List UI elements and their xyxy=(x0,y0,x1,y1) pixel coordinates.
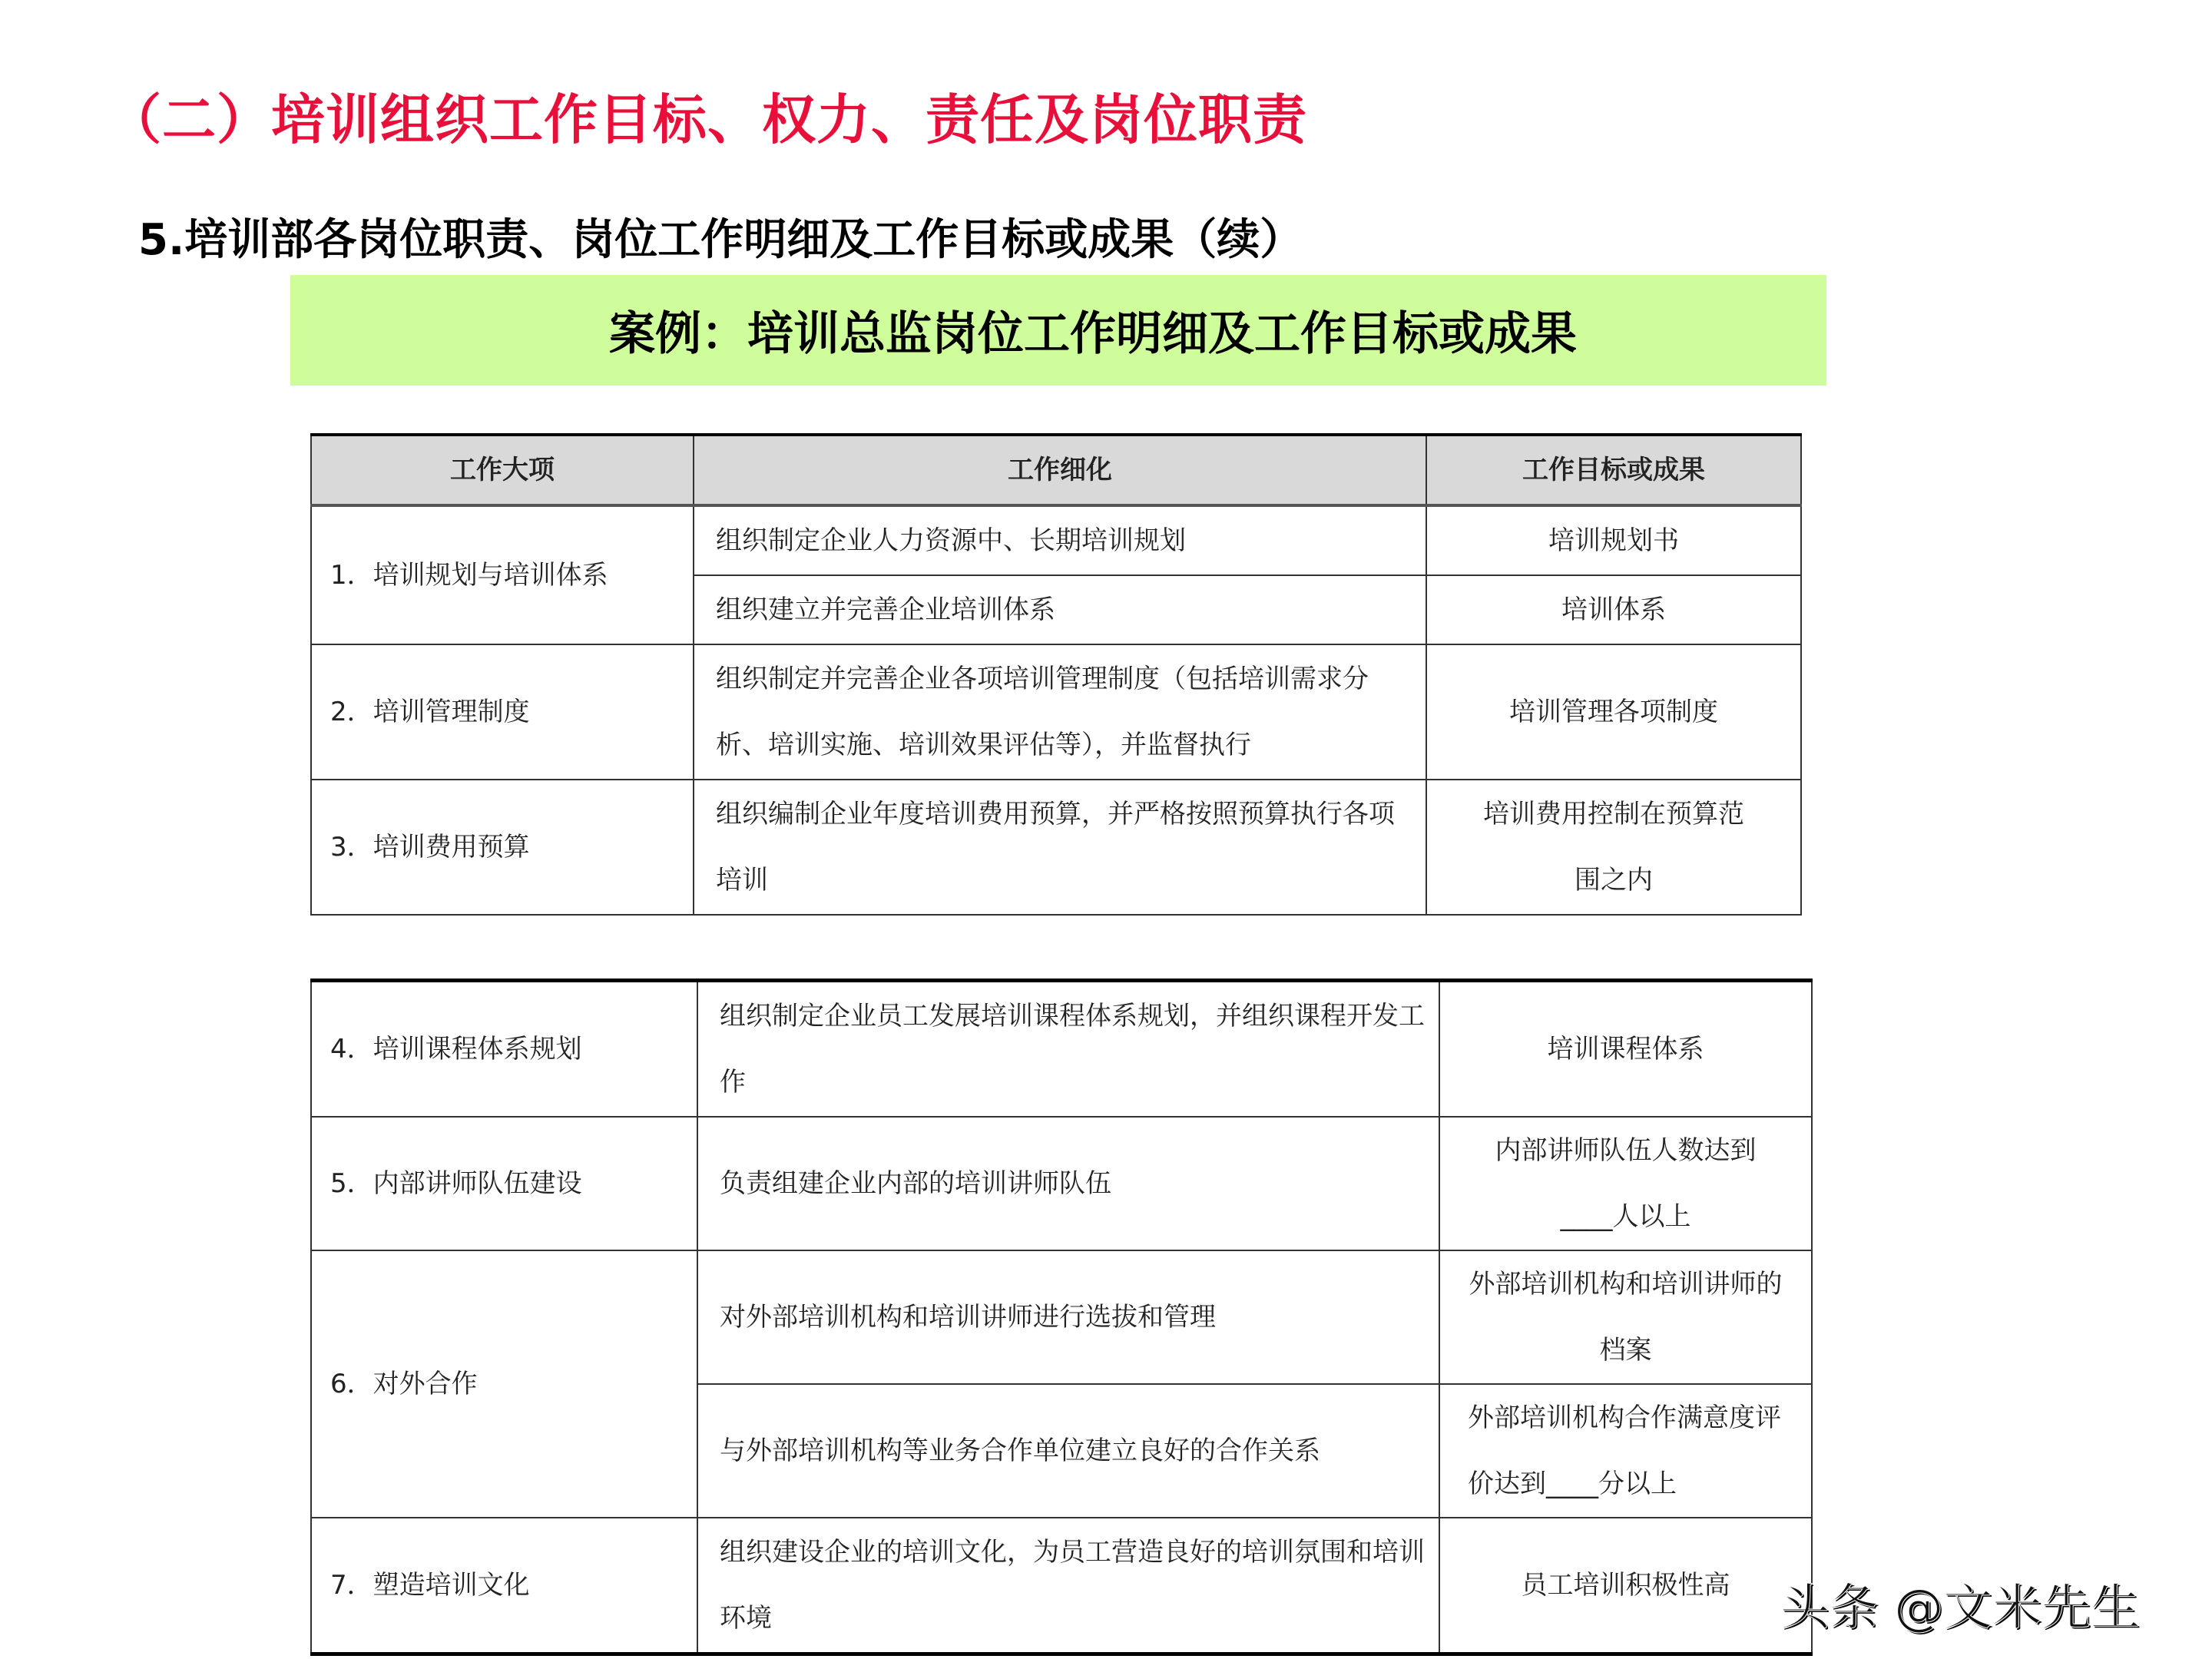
watermark: 头条 @文米先生 xyxy=(1780,1580,2141,1637)
case-banner-text: 案例：培训总监岗位工作明细及工作目标或成果 xyxy=(609,307,1577,361)
table-row xyxy=(311,1518,1812,1654)
table-header-row xyxy=(311,435,1801,505)
detail-cell: 组织制定并完善企业各项培训管理制度（包括培训需求分析、培训实施、培训效果评估等），并监督执行 xyxy=(694,644,1426,780)
table-row xyxy=(311,780,1801,915)
column-header-item: 工作大项 xyxy=(311,435,694,505)
detail-cell: 组织建设企业的培训文化，为员工营造良好的培训氛围和培训环境 xyxy=(697,1518,1439,1654)
detail-cell: 与外部培训机构等业务合作单位建立良好的合作关系 xyxy=(697,1384,1439,1518)
item-cell: 4．培训课程体系规划 xyxy=(311,981,697,1118)
table-row xyxy=(311,505,1801,575)
item-cell: 3．培训费用预算 xyxy=(311,780,694,915)
column-header-detail: 工作细化 xyxy=(694,435,1426,505)
goal-cell: 员工培训积极性高 xyxy=(1439,1518,1812,1654)
table-row xyxy=(311,1117,1812,1250)
item-cell: 6．对外合作 xyxy=(311,1250,697,1518)
case-banner xyxy=(290,275,1826,386)
goal-cell: 外部培训机构合作满意度评价达到____分以上 xyxy=(1439,1384,1812,1518)
detail-cell: 组织编制企业年度培训费用预算，并严格按照预算执行各项培训 xyxy=(694,780,1426,915)
item-cell: 2．培训管理制度 xyxy=(311,644,694,780)
section-title: （二）培训组织工作目标、权力、责任及岗位职责 xyxy=(108,88,1307,151)
detail-cell: 负责组建企业内部的培训讲师队伍 xyxy=(697,1117,1439,1250)
goal-cell: 培训管理各项制度 xyxy=(1426,644,1801,780)
item-cell: 7．塑造培训文化 xyxy=(311,1518,697,1654)
goal-cell: 培训费用控制在预算范围之内 xyxy=(1426,780,1801,915)
detail-cell: 组织制定企业员工发展培训课程体系规划，并组织课程开发工作 xyxy=(697,981,1439,1118)
table-row xyxy=(311,981,1812,1118)
goal-cell: 培训课程体系 xyxy=(1439,981,1812,1118)
goal-cell: 外部培训机构和培训讲师的档案 xyxy=(1439,1250,1812,1384)
item-cell: 1．培训规划与培训体系 xyxy=(311,505,694,644)
table-row xyxy=(311,1250,1812,1384)
column-header-goal: 工作目标或成果 xyxy=(1426,435,1801,505)
goal-cell: 培训体系 xyxy=(1426,575,1801,644)
subtitle: 5.培训部各岗位职责、岗位工作明细及工作目标或成果（续） xyxy=(138,215,1303,265)
detail-cell: 组织制定企业人力资源中、长期培训规划 xyxy=(694,505,1426,575)
item-cell: 5．内部讲师队伍建设 xyxy=(311,1117,697,1250)
detail-cell: 对外部培训机构和培训讲师进行选拔和管理 xyxy=(697,1250,1439,1384)
detail-cell: 组织建立并完善企业培训体系 xyxy=(694,575,1426,644)
table-row xyxy=(311,644,1801,780)
duty-table-upper xyxy=(310,433,1802,916)
goal-cell: 培训规划书 xyxy=(1426,505,1801,575)
duty-table-lower xyxy=(310,979,1813,1656)
goal-cell: 内部讲师队伍人数达到____人以上 xyxy=(1439,1117,1812,1250)
